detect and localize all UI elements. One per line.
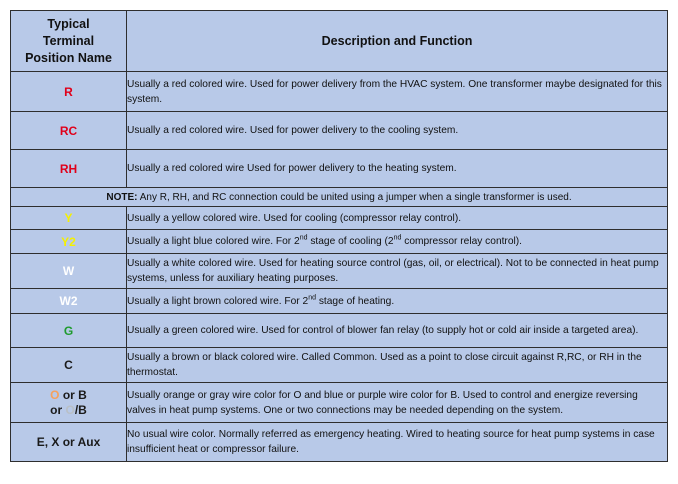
terminal-table xyxy=(10,10,668,462)
terminal-description: No usual wire color. Normally referred as emergency heating. Wired to heating source for heat pump systems in case insufficient heat or compressor failure. xyxy=(127,423,668,462)
table-row xyxy=(11,423,668,462)
table-row xyxy=(11,348,668,383)
terminal-name: G xyxy=(11,314,127,348)
terminal-description: Usually a red colored wire Used for power delivery to the heating system. xyxy=(127,150,668,188)
table-row xyxy=(11,383,668,423)
terminal-description: Usually a green colored wire. Used for control of blower fan relay (to supply hot or cold air inside a targeted area). xyxy=(127,314,668,348)
terminal-name: Y xyxy=(11,207,127,230)
terminal-description: Usually a brown or black colored wire. Called Common. Used as a point to close circuit against R,RC, or RH in the thermostat. xyxy=(127,348,668,383)
terminal-description: Usually a white colored wire. Used for heating source control (gas, oil, or electrical). Not to be connected in heat pump systems, unless for auxiliary heating purposes. xyxy=(127,254,668,289)
terminal-description: Usually a red colored wire. Used for power delivery from the HVAC system. One transformer maybe designated for this system. xyxy=(127,72,668,112)
header-description: Description and Function xyxy=(127,11,668,72)
terminal-name: E, X or Aux xyxy=(11,423,127,462)
terminal-description: Usually a light blue colored wire. For 2nd stage of cooling (2nd compressor relay control). xyxy=(127,230,668,254)
terminal-description: Usually orange or gray wire color for O and blue or purple wire color for B. Used to control and energize reversing valves in heat pump systems. One or two connections may be needed depending on the system. xyxy=(127,383,668,423)
terminal-name: W2 xyxy=(11,289,127,314)
table-row xyxy=(11,289,668,314)
table-row xyxy=(11,230,668,254)
terminal-name: R xyxy=(11,72,127,112)
header-terminal-name: Typical Terminal Position Name xyxy=(11,11,127,72)
table-row xyxy=(11,254,668,289)
terminal-description: Usually a yellow colored wire. Used for cooling (compressor relay control). xyxy=(127,207,668,230)
note-text: Any R, RH, and RC connection could be united using a jumper when a single transformer is used. xyxy=(137,191,572,203)
terminal-name: RH xyxy=(11,150,127,188)
table-row xyxy=(11,314,668,348)
header-row xyxy=(11,11,668,72)
terminal-name: W xyxy=(11,254,127,289)
terminal-name: Y2 xyxy=(11,230,127,254)
terminal-description: Usually a red colored wire. Used for power delivery to the cooling system. xyxy=(127,112,668,150)
terminal-name: O or B or O/B xyxy=(11,383,127,423)
terminal-name: RC xyxy=(11,112,127,150)
note-row xyxy=(11,188,668,207)
note-cell xyxy=(11,188,668,207)
terminal-description: Usually a light brown colored wire. For 2nd stage of heating. xyxy=(127,289,668,314)
table-row xyxy=(11,72,668,112)
terminal-name: C xyxy=(11,348,127,383)
table-row xyxy=(11,150,668,188)
table-row xyxy=(11,207,668,230)
note-label: NOTE: xyxy=(106,191,138,203)
table-row xyxy=(11,112,668,150)
